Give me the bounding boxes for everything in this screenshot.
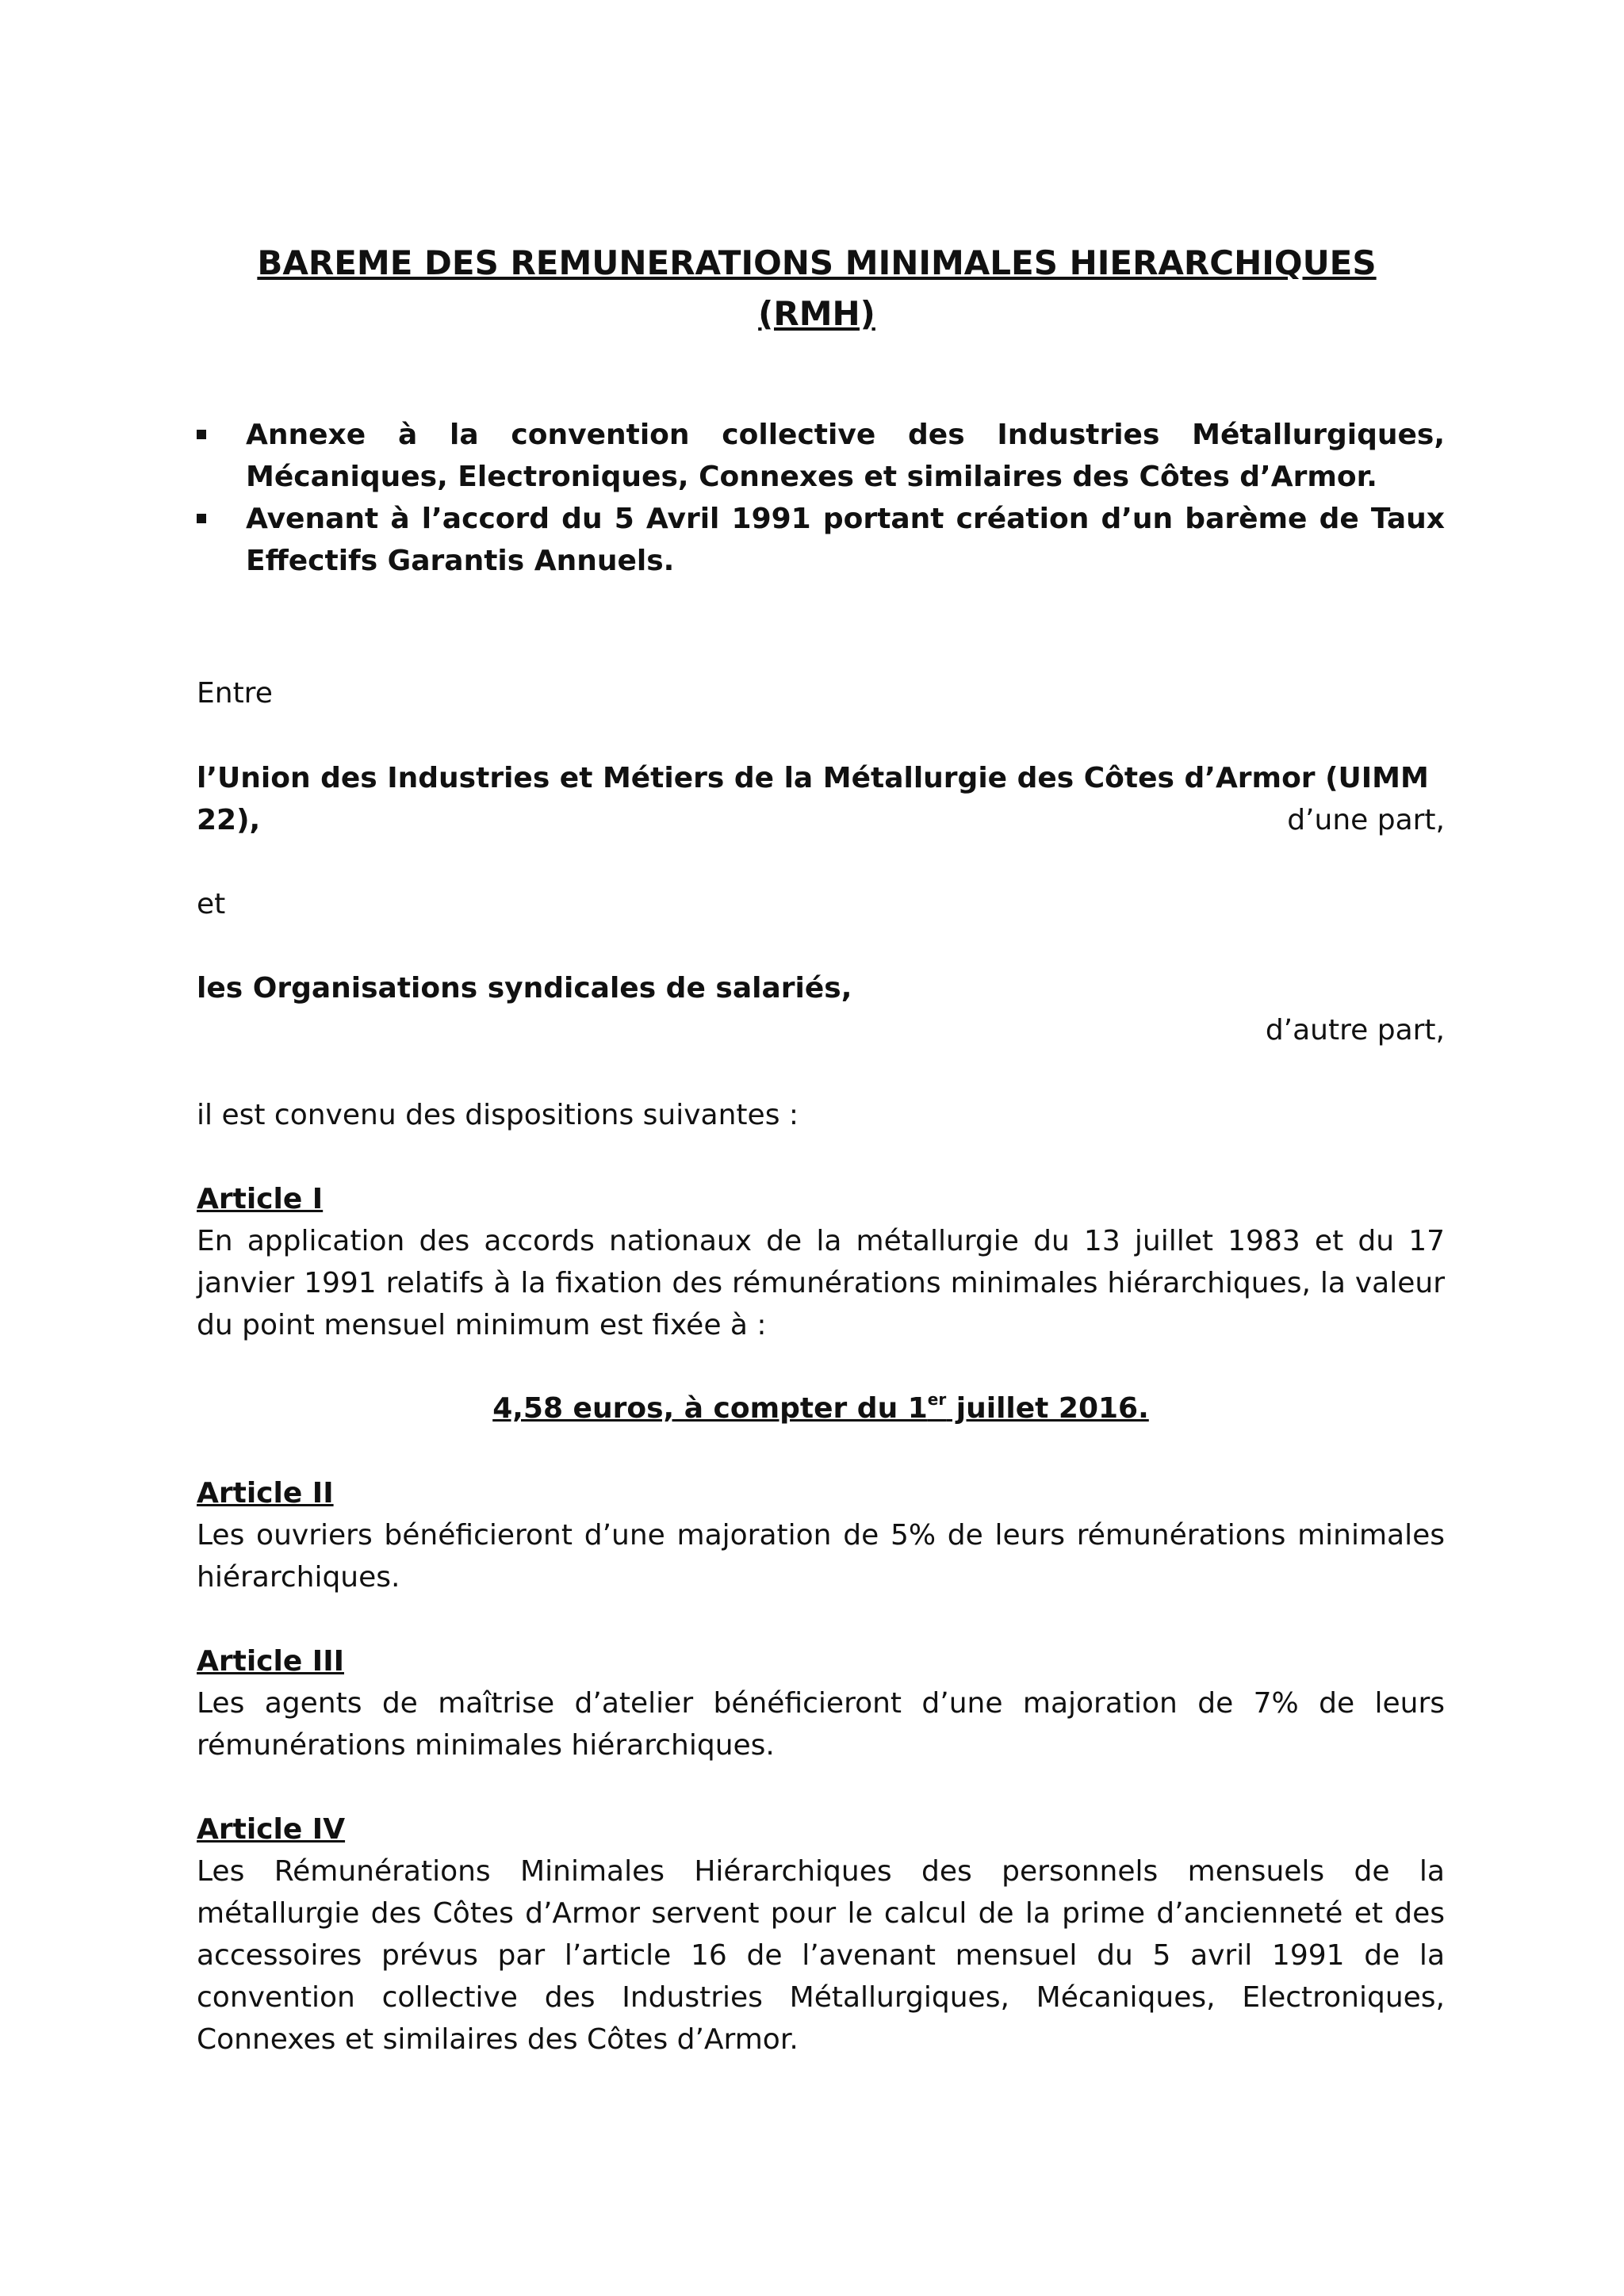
bullet-text: Annexe à la convention collective des Industries Métallurgiques, Mécaniques, Electroniques, Connexes et similaires des Côtes d’Armor. [246, 419, 1445, 493]
square-bullet-icon [197, 514, 206, 523]
et-label: et [197, 888, 226, 920]
point-value-line [197, 1387, 1445, 1429]
preamble-bullet-list [246, 414, 1445, 582]
document-title-line1: BAREME DES REMUNERATIONS MINIMALES HIERARCHIQUES [257, 243, 1377, 282]
party-two: les Organisations syndicales de salariés, [197, 972, 852, 1004]
article-4-text: Les Rémunérations Minimales Hiérarchiques des personnels mensuels de la métallurgie des Côtes d’Armor servent pour le calcul de la prime d’ancienneté et des accessoires prévus par l’article 16 de l’avenant mensuel du 5 avril 1991 de la convention collective des Industries Métallurgiques, Mécaniques, Electroniques, Connexes et similaires des Côtes d’Armor. [197, 1855, 1445, 2056]
article-2-text: Les ouvriers bénéficieront d’une majoration de 5% de leurs rémunérations minimales hiérarchiques. [197, 1519, 1445, 1594]
bullet-item-annexe [246, 414, 1445, 498]
article-3-heading: Article III [197, 1645, 344, 1678]
ordinal-superscript: er [927, 1390, 947, 1409]
bullet-item-avenant [246, 498, 1445, 582]
article-1-heading: Article I [197, 1183, 324, 1215]
point-value-date: juillet 2016. [946, 1392, 1149, 1425]
bullet-text: Avenant à l’accord du 5 Avril 1991 portant création d’un barème de Taux Effectifs Garantis Annuels. [246, 503, 1445, 577]
party-one-suffix: d’une part, [1287, 804, 1445, 836]
square-bullet-icon [197, 430, 206, 439]
party-two-suffix: d’autre part, [1265, 1014, 1445, 1047]
article-4-heading: Article IV [197, 1813, 346, 1846]
document-title-line2: (RMH) [758, 294, 875, 333]
party-one: l’Union des Industries et Métiers de la Métallurgie des Côtes d’Armor (UIMM 22), [197, 762, 1429, 836]
article-3-text: Les agents de maîtrise d’atelier bénéficieront d’une majoration de 7% de leurs rémunérations minimales hiérarchiques. [197, 1687, 1445, 1762]
article-2-heading: Article II [197, 1477, 334, 1510]
intro-sentence: il est convenu des dispositions suivantes : [197, 1099, 799, 1131]
article-1-text: En application des accords nationaux de la métallurgie du 13 juillet 1983 et du 17 janvier 1991 relatifs à la fixation des rémunérations minimales hiérarchiques, la valeur du point mensuel minimum est fixée à : [197, 1225, 1445, 1341]
entre-label: Entre [197, 677, 273, 710]
point-value-text: 4,58 euros, à compter du 1 [492, 1392, 928, 1425]
